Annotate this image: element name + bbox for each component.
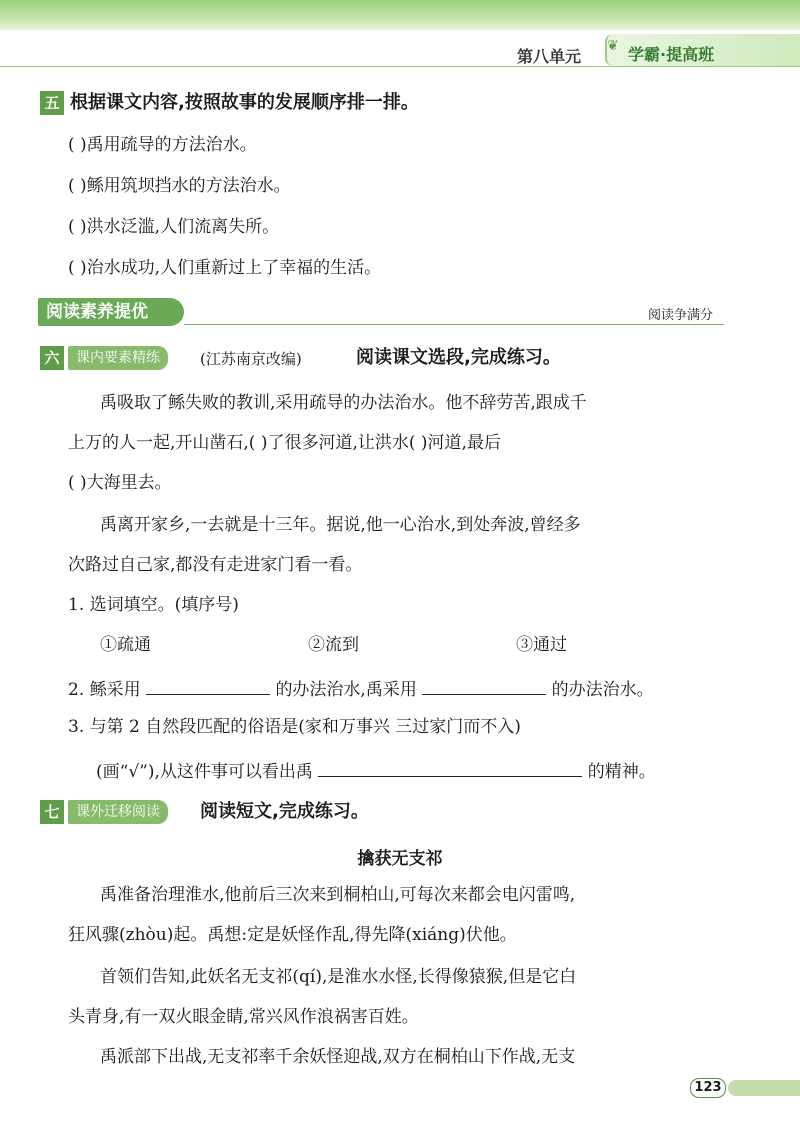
option-2: ②流到 bbox=[308, 635, 359, 655]
sub-question-3-line-2 bbox=[96, 758, 656, 783]
option-1: ①疏通 bbox=[100, 635, 151, 655]
header-divider bbox=[0, 66, 800, 67]
story-line-1: 禹准备治理淮水,他前后三次来到桐柏山,可每次来都会电闪雷鸣, bbox=[100, 885, 576, 905]
question-7-number: 七 bbox=[40, 800, 64, 824]
sub-question-3-line-1: 3. 与第 2 自然段匹配的俗语是(家和万事兴 三过家门而不入) bbox=[68, 717, 521, 737]
answer-blank-3[interactable] bbox=[318, 758, 582, 777]
question-6-number: 六 bbox=[40, 346, 64, 370]
section-divider bbox=[184, 324, 724, 325]
q5-item-3: ( )洪水泛滥,人们流离失所。 bbox=[68, 217, 280, 237]
leaf-icon: ❦ bbox=[607, 38, 619, 54]
passage-1-line-2: 上万的人一起,开山凿石,( )了很多河道,让洪水( )河道,最后 bbox=[68, 433, 501, 453]
page-number-tab bbox=[728, 1080, 800, 1096]
passage-1-line-3: ( )大海里去。 bbox=[68, 473, 172, 493]
story-line-5: 禹派部下出战,无支祁率千余妖怪迎战,双方在桐柏山下作战,无支 bbox=[100, 1047, 576, 1067]
sub-question-1: 1. 选词填空。(填序号) bbox=[68, 595, 239, 615]
passage-1-line-1: 禹吸取了鲧失败的教训,采用疏导的办法治水。他不辞劳苦,跟成千 bbox=[100, 393, 587, 413]
q5-item-4: ( )治水成功,人们重新过上了幸福的生活。 bbox=[68, 258, 382, 278]
story-title: 擒获无支祁 bbox=[357, 849, 443, 869]
question-5-prompt: 根据课文内容,按照故事的发展顺序排一排。 bbox=[70, 92, 419, 113]
passage-2-line-2: 次路过自己家,都没有走进家门看一看。 bbox=[68, 555, 363, 575]
passage-2-line-1: 禹离开家乡,一去就是十三年。据说,他一心治水,到处奔波,曾经多 bbox=[100, 515, 581, 535]
sub-question-2-part-c: 的办法治水。 bbox=[551, 680, 654, 700]
section-right-label: 阅读争满分 bbox=[648, 308, 714, 323]
story-line-3: 首领们告知,此妖名无支祁(qí),是淮水水怪,长得像猿猴,但是它白 bbox=[100, 967, 577, 987]
story-line-4: 头青身,有一双火眼金睛,常兴风作浪祸害百姓。 bbox=[68, 1007, 419, 1027]
section-title: 阅读素养提优 bbox=[38, 298, 184, 326]
q5-item-1: ( )禹用疏导的方法治水。 bbox=[68, 135, 257, 155]
sub-question-2 bbox=[68, 676, 654, 701]
sub-question-2-part-b: 的办法治水,禹采用 bbox=[275, 680, 417, 700]
question-6-tag: 课内要素精练 bbox=[68, 346, 168, 370]
q5-item-2: ( )鲧用筑坝挡水的方法治水。 bbox=[68, 176, 291, 196]
question-7-prompt: 阅读短文,完成练习。 bbox=[200, 801, 369, 822]
question-5-number: 五 bbox=[40, 91, 64, 115]
question-6-prompt: 阅读课文选段,完成练习。 bbox=[356, 347, 561, 368]
sub-question-2-part-a: 2. 鲧采用 bbox=[68, 680, 141, 700]
page-number: 123 bbox=[690, 1078, 726, 1098]
brand-label: 学霸·提高班 bbox=[628, 45, 715, 64]
sub-question-3-part-b: (画“√”),从这件事可以看出禹 bbox=[96, 762, 313, 782]
answer-blank-2a[interactable] bbox=[146, 676, 270, 695]
top-color-band bbox=[0, 0, 800, 30]
option-3: ③通过 bbox=[516, 635, 567, 655]
answer-blank-2b[interactable] bbox=[422, 676, 546, 695]
question-6-source: (江苏南京改编) bbox=[200, 350, 302, 368]
story-line-2: 狂风骤(zhòu)起。禹想:定是妖怪作乱,得先降(xiáng)伏他。 bbox=[68, 925, 517, 945]
question-7-tag: 课外迁移阅读 bbox=[68, 800, 168, 824]
unit-label: 第八单元 bbox=[517, 47, 582, 66]
sub-question-3-part-c: 的精神。 bbox=[587, 762, 656, 782]
